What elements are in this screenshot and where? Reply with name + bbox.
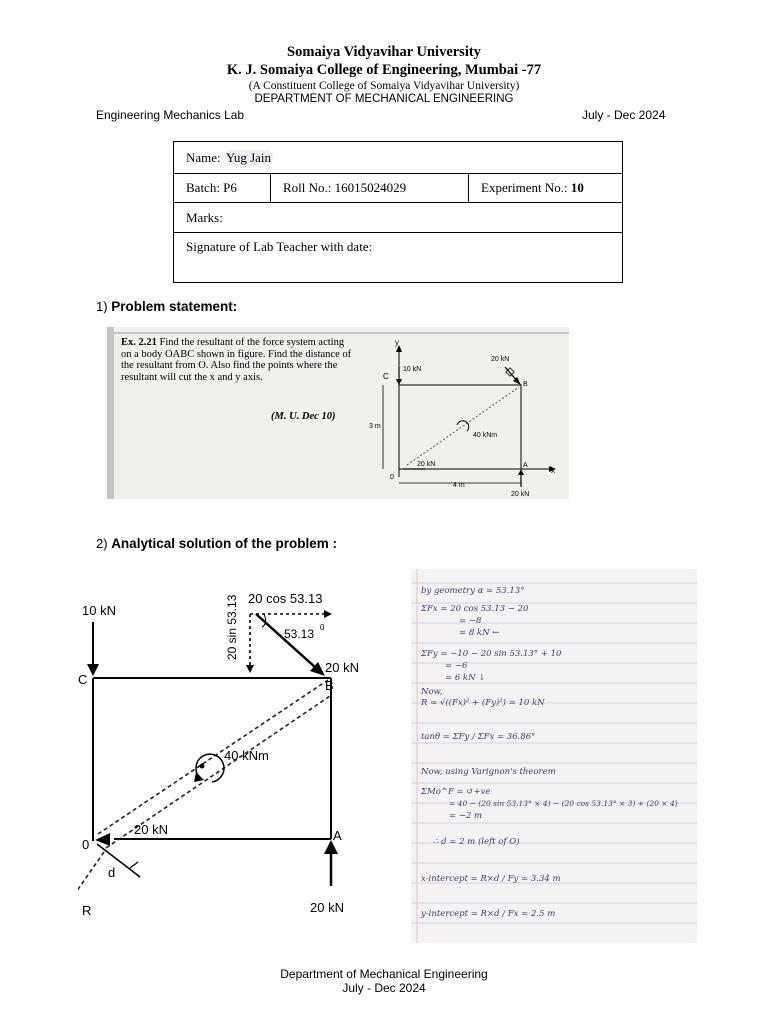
- term-label: July - Dec 2024: [582, 108, 666, 122]
- force-a-arrowhead: [518, 469, 524, 475]
- problem-body: Find the resultant of the force system acting on a body OABC shown in figure. Find the distance of the resultant from O. Also find the points where the resultant will cut the x and y axis.: [121, 337, 352, 383]
- label-a: A: [523, 462, 528, 469]
- y-axis-label: y: [395, 338, 399, 347]
- note-line-17: y-intercept = R×d / Fx = 2.5 m: [421, 909, 556, 919]
- student-info-table: [173, 141, 623, 283]
- note-line-8: Now,: [421, 687, 443, 697]
- distance-label: d: [108, 865, 116, 880]
- exam-reference: (M. U. Dec 10): [271, 411, 336, 422]
- note-line-11: Now, using Varignon's theorem: [421, 767, 556, 777]
- note-line-7: = 6 kN ↓: [445, 673, 486, 683]
- cos-label: 20 cos 53.13: [248, 591, 323, 606]
- force-c-arrowhead: [396, 379, 402, 385]
- note-line-9: R = √((Fx)² + (Fy)²) = 10 kN: [421, 698, 545, 708]
- force-c-label: 10 kN: [82, 603, 116, 618]
- note-line-15: ∴ d = 2 m (left of O): [433, 837, 520, 847]
- resultant-label: R: [82, 903, 92, 918]
- cos-arrowhead: [324, 610, 332, 618]
- label-c: C: [383, 372, 389, 381]
- force-a-label: 20 kN: [511, 491, 530, 498]
- moment-arrowhead: [194, 772, 204, 782]
- force-o-label: 20 kN: [134, 822, 168, 837]
- force-b-label: 20 kN: [491, 356, 510, 363]
- force-a-label: 20 kN: [310, 900, 344, 915]
- label-o: 0: [390, 474, 394, 481]
- problem-photo: [107, 327, 569, 499]
- footer-term: July - Dec 2024: [342, 981, 426, 995]
- department-line: DEPARTMENT OF MECHANICAL ENGINEERING: [254, 93, 514, 105]
- roll-cell: Roll No.: 16015024029: [271, 174, 469, 203]
- note-line-3: = −8: [459, 616, 482, 626]
- moment-label: 40 kNm: [224, 748, 269, 763]
- diagonal-ob: [98, 680, 328, 834]
- label-o: 0: [82, 837, 90, 852]
- problem-heading-title: Problem statement:: [111, 299, 238, 314]
- solution-heading: [96, 536, 337, 551]
- note-line-16: x-intercept = R×d / Fy = 3.34 m: [421, 874, 561, 884]
- moment-center: [200, 764, 205, 769]
- body-rectangle: [399, 385, 521, 469]
- angle-degree: 0: [320, 623, 325, 632]
- name-label: Name:: [186, 149, 221, 165]
- footer-department: Department of Mechanical Engineering: [280, 967, 488, 981]
- problem-text: [121, 337, 353, 383]
- experiment-cell: [469, 174, 623, 203]
- note-line-13: = 40 − (20 sin 53.13° × 4) − (20 cos 53.13° × 3) + (20 × 4): [449, 799, 678, 808]
- problem-heading-number: 1): [96, 299, 108, 314]
- note-line-2: ΣFx = 20 cos 53.13 − 20: [421, 604, 529, 614]
- label-b: B: [325, 678, 334, 693]
- diagonal-dashed: [407, 387, 519, 465]
- force-b-arrow: [256, 614, 316, 668]
- problem-heading: [96, 299, 237, 314]
- note-line-6: = −6: [445, 661, 468, 671]
- free-body-diagram: [78, 572, 380, 924]
- batch-cell: Batch: P6: [174, 174, 271, 203]
- handwritten-solution: [411, 569, 697, 943]
- note-line-14: = −2 m: [449, 811, 483, 821]
- sin-label: 20 sin 53.13: [225, 594, 239, 660]
- experiment-value: 10: [570, 180, 584, 195]
- angle-label: 53.13: [284, 627, 315, 641]
- constituent-line: (A Constituent College of Somaiya Vidyavihar University): [248, 80, 520, 92]
- note-line-5: ΣFy = −10 − 20 sin 53.13° + 10: [421, 649, 562, 659]
- force-b-label: 20 kN: [325, 660, 359, 675]
- solution-heading-title: Analytical solution of the problem :: [111, 536, 337, 551]
- marks-cell: Marks:: [174, 203, 623, 233]
- x-axis-label: x: [551, 466, 555, 475]
- note-line-10: tanθ = ΣFy / ΣFx = 36.86°: [421, 732, 536, 742]
- note-line-12: ΣMo^F = ↺+ve: [421, 787, 491, 797]
- lab-name: Engineering Mechanics Lab: [96, 108, 245, 122]
- label-a: A: [333, 828, 342, 843]
- note-line-1: by geometry α = 53.13°: [421, 586, 525, 596]
- experiment-label: Experiment No.:: [481, 180, 568, 195]
- note-line-4: = 8 kN ←: [459, 628, 500, 638]
- force-c-arrowhead: [87, 664, 99, 676]
- force-o-label: 20 kN: [417, 461, 436, 468]
- solution-heading-number: 2): [96, 536, 108, 551]
- force-c-label: 10 kN: [403, 366, 422, 373]
- width-label: 4 m: [453, 482, 465, 489]
- moment-label: 40 kNm: [473, 432, 498, 439]
- name-cell: [174, 142, 623, 174]
- college-name: K. J. Somaiya College of Engineering, Mumbai -77: [226, 62, 542, 78]
- name-value: Yug Jain: [225, 149, 272, 165]
- sin-arrowhead: [246, 665, 254, 673]
- right-angle-mark: [130, 862, 138, 868]
- label-b: B: [523, 381, 528, 388]
- example-label: Ex. 2.21: [121, 337, 157, 348]
- distance-line: [97, 844, 140, 877]
- university-name: Somaiya Vidyavihar University: [287, 44, 481, 60]
- signature-cell: Signature of Lab Teacher with date:: [174, 233, 623, 283]
- notebook-lines: [411, 569, 697, 943]
- label-c: C: [78, 672, 88, 687]
- height-label: 3 m: [369, 423, 381, 430]
